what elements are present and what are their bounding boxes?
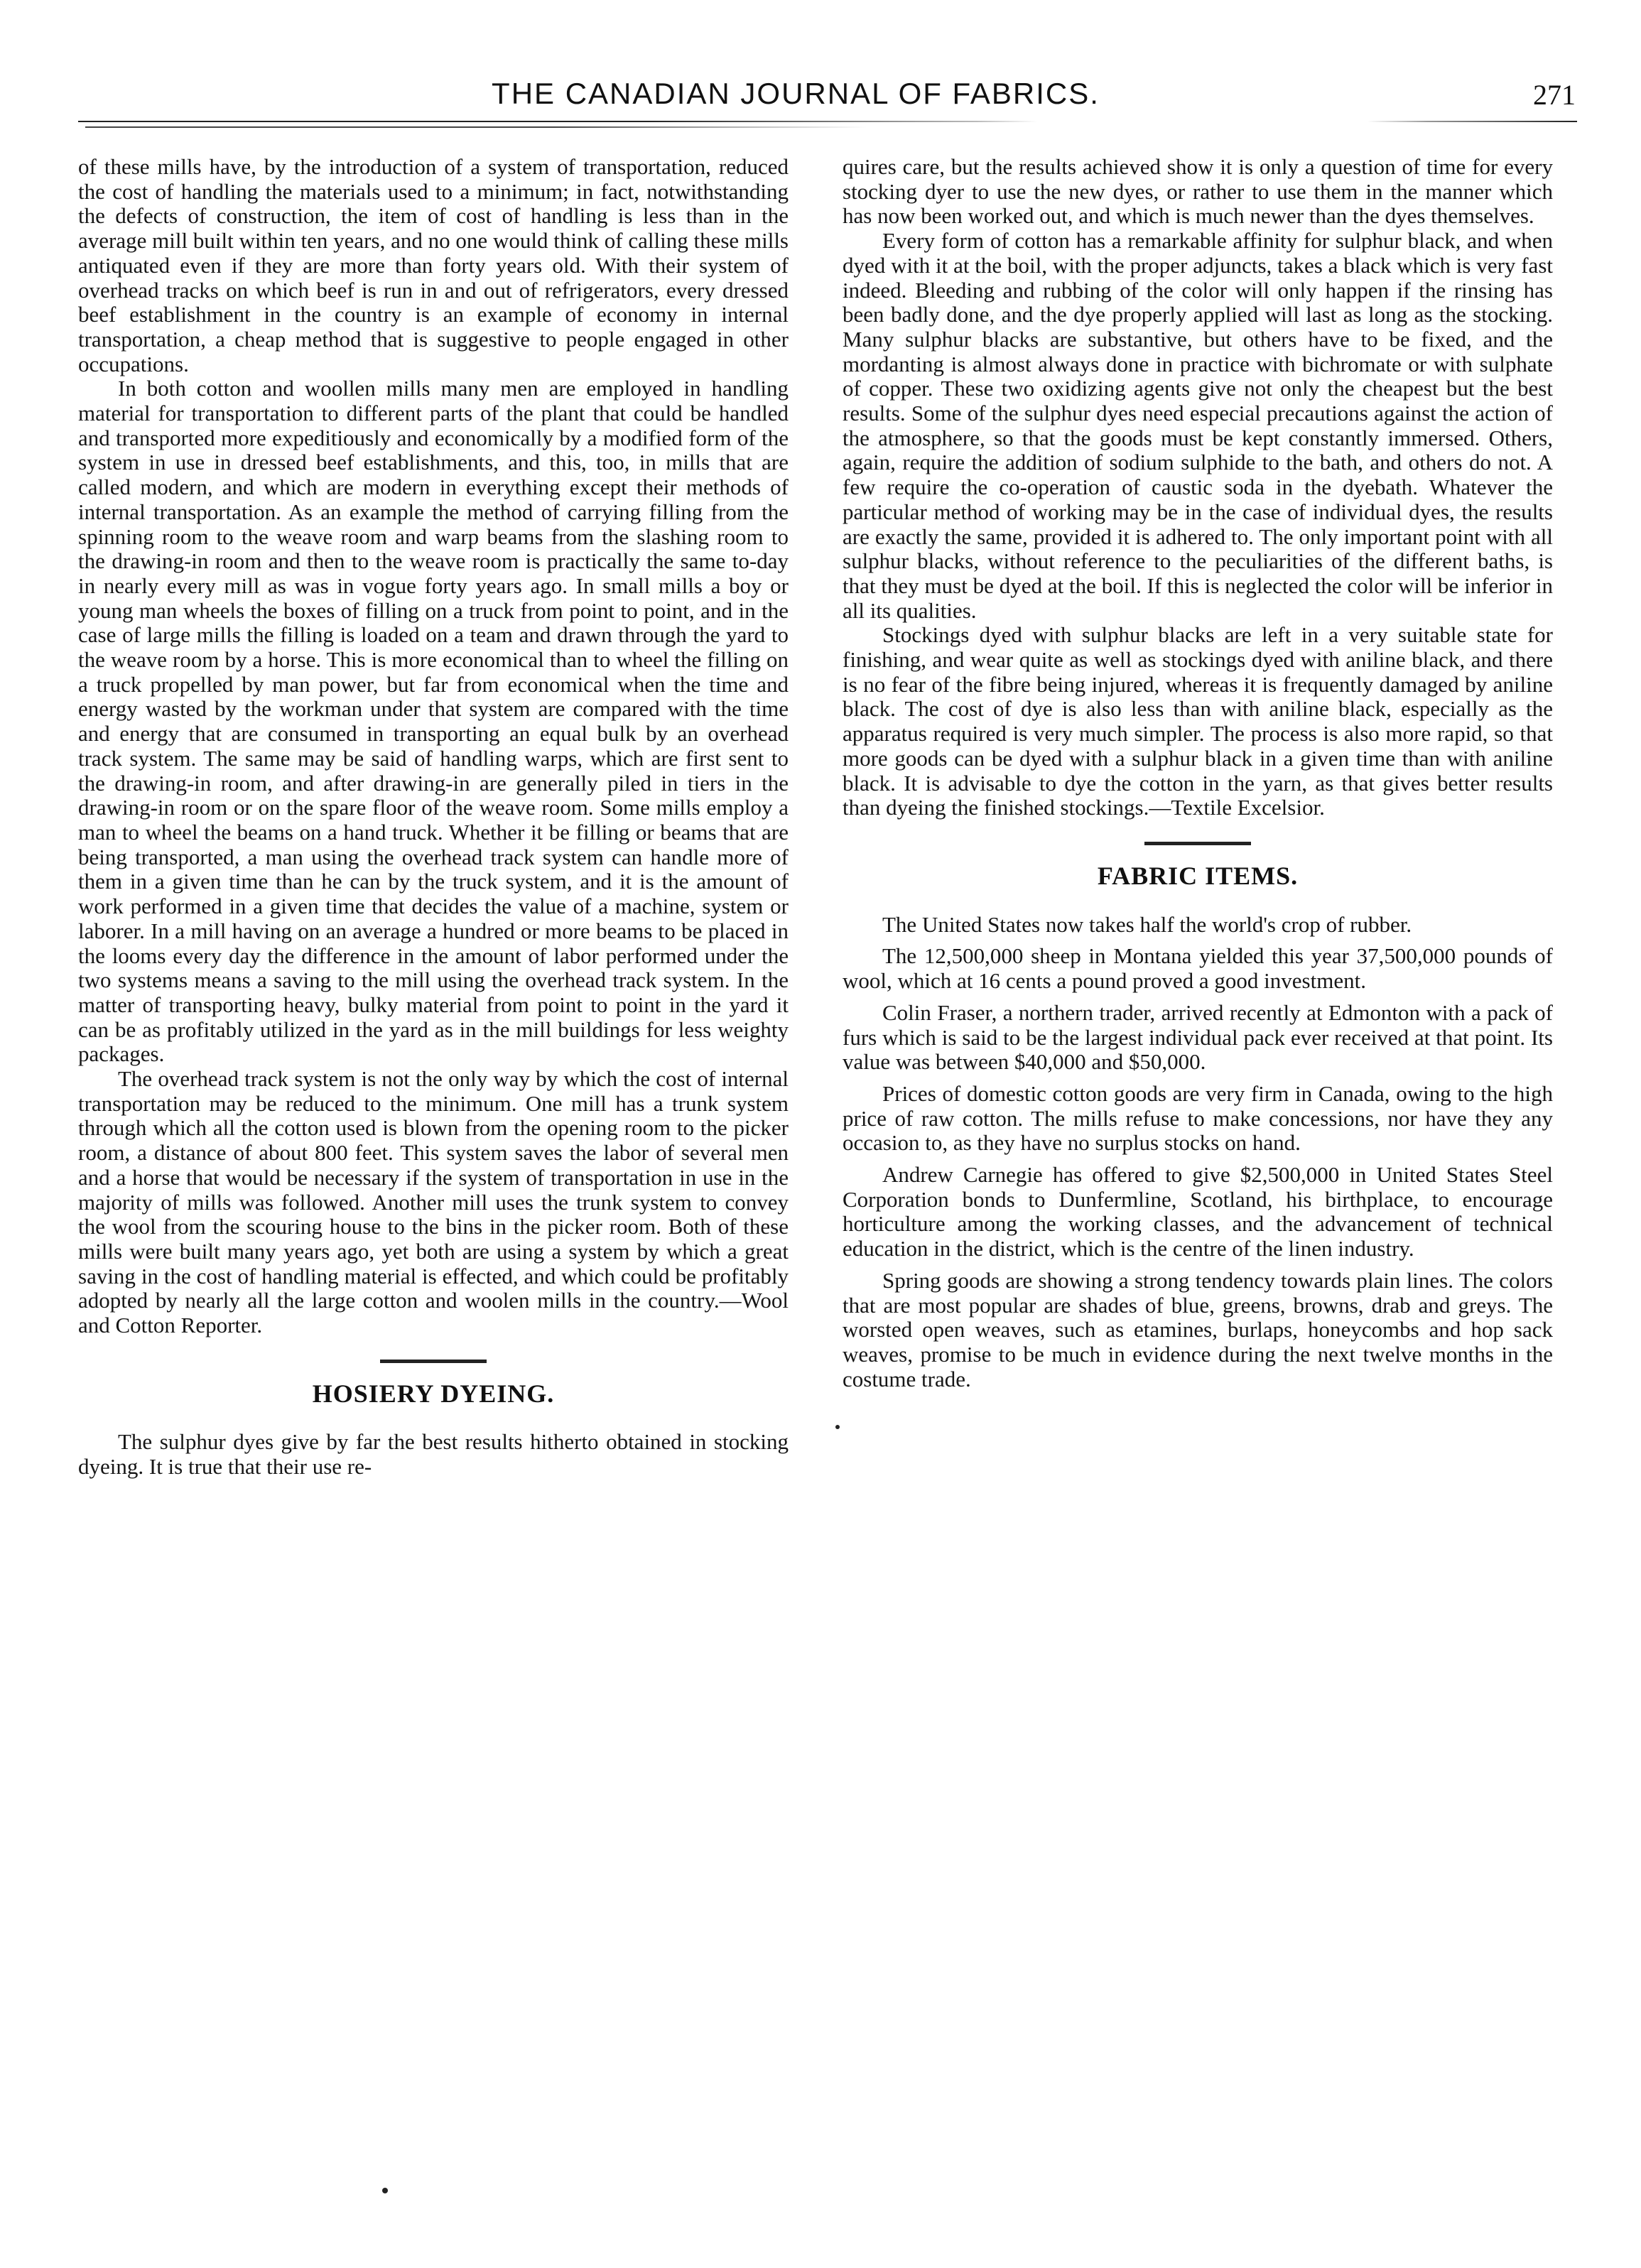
header-rule xyxy=(78,121,1577,122)
page-number: 271 xyxy=(1533,79,1576,111)
header-rule-secondary xyxy=(85,126,867,128)
article-paragraph: In both cotton and woollen mills many men are employed in handling material for transportation to different parts of the plant that could be handled and transported more expeditiously and economically by a modified form of the system in use in dressed beef establishments, and this, too, in mills that are called modern, and which are modern in everything except their methods of internal transportation. As an example the method of carrying filling from the spinning room to the weave room and warp beams from the slashing room to the drawing-in room and then to the weave room is practically the same to-day in nearly every mill as was in vogue forty years ago. In small mills a boy or young man wheels the boxes of filling on a truck from point to point, and in the case of large mills the filling is loaded on a team and drawn through the yard to the weave room by a horse. This is more economical than to wheel the filling on a truck propelled by man power, but far from economical when the time and energy wasted by the workman under that system are compared with the time and energy that are consumed in transporting an equal bulk by an overhead track system. The same may be said of handling warps, which are first sent to the drawing-in room, and after drawing-in are generally piled in tiers in the drawing-in room or on the spare floor of the weave room. Some mills employ a man to wheel the beams on a hand truck. Whether it be filling or beams that are being transported, a man using the overhead track system can handle more of them in a given time than he can by the truck system, and it is the amount of work performed in a given time that decides the value of a machine, system or laborer. In a mill having on an average a hundred or more beams to be placed in the looms every day the difference in the amount of labor performed under the two systems means a saving to the mill using the overhead track system. In the matter of transporting heavy, bulky material from point to point in the yard it can be as profitably utilized in the yard as in the mill buildings for less weighty packages. xyxy=(78,376,789,1067)
article-paragraph: of these mills have, by the introduction of a system of transportation, reduced the cost of handling the materials used to a minimum; in fact, notwithstanding the defects of construction, the item of cost of handling is less than in the average mill built within ten years, and no one would think of calling these mills antiquated even if they are more than forty years old. With their system of overhead tracks on which beef is run in and out of refrigerators, every dressed beef establishment in the country is an example of economy in internal transportation, a cheap method that is suggestive to people engaged in other occupations. xyxy=(78,154,789,376)
article-paragraph: quires care, but the results achieved show it is only a question of time for every stocking dyer to use the new dyes, or rather to use them in the manner which has now been worked out, and which is much newer than the dyes themselves. xyxy=(843,154,1553,229)
article-paragraph: Every form of cotton has a remarkable affinity for sulphur black, and when dyed with it at the boil, with the proper adjuncts, takes a black which is very fast indeed. Bleeding and rubbing of the color will only happen if the rinsing has been badly done, and the dye properly applied will last as long as the stocking. Many sulphur blacks are substantive, but others have to be fixed, and the mordanting is almost always done in practice with bichromate or with sulphate of copper. These two oxidizing agents give not only the cheapest but the best results. Some of the sulphur dyes need especial precautions against the action of the atmosphere, so that the goods must be kept constantly immersed. Others, again, require the addition of sodium sulphide to the bath, and others do not. A few require the co-operation of caustic soda in the dyebath. Whatever the particular method of working may be in the case of individual dyes, the results are exactly the same, provided it is adhered to. The only important point with all sulphur blacks, without reference to the peculiarities of the different baths, is that they must be dyed at the boil. If this is neglected the color will be inferior in all its qualities. xyxy=(843,228,1553,623)
fabric-item: Colin Fraser, a northern trader, arrived recently at Edmonton with a pack of furs which is said to be the largest individual pack ever received at that point. Its value was between $40,000 and $50,000. xyxy=(843,999,1553,1075)
left-column xyxy=(78,155,789,1480)
fabric-item: Prices of domestic cotton goods are very firm in Canada, owing to the high price of raw cotton. The mills refuse to make concessions, nor have they any occasion to, as they have no surplus stocks on hand. xyxy=(843,1080,1553,1156)
section-divider xyxy=(380,1360,487,1363)
fabric-item: The 12,500,000 sheep in Montana yielded this year 37,500,000 pounds of wool, which at 16 cents a pound proved a good investment. xyxy=(843,943,1553,994)
running-title: THE CANADIAN JOURNAL OF FABRICS. xyxy=(492,77,1100,110)
fabric-item: Andrew Carnegie has offered to give $2,500,000 in United States Steel Corporation bonds to Dunfermline, Scotland, his birthplace, to encourage horticulture among the working classes, and the advancement of technical education in the district, which is the centre of the linen industry. xyxy=(843,1162,1553,1261)
print-speck xyxy=(382,2188,388,2193)
fabric-item: Spring goods are showing a strong tendency towards plain lines. The colors that are most popular are shades of blue, greens, browns, drab and greys. The worsted open weaves, such as etamines, burlaps, honeycombs and hop sack weaves, promise to be much in evidence during the next twelve months in the costume trade. xyxy=(843,1267,1553,1391)
right-column xyxy=(843,155,1553,1391)
article-paragraph: Stockings dyed with sulphur blacks are left in a very suitable state for finishing, and wear quite as well as stockings dyed with aniline black, and there is no fear of the fibre being injured, whereas it is frequently damaged by aniline black. The cost of dye is also less than with aniline black, especially as the apparatus required is very much simpler. The process is also more rapid, so that more goods can be dyed with a sulphur black in a given time than with aniline black. It is advisable to dye the cotton in the yarn, as that gives better results than dyeing the finished stockings.—Textile Excelsior. xyxy=(843,622,1553,820)
article-paragraph: The overhead track system is not the only way by which the cost of internal transportation may be reduced to the minimum. One mill has a trunk system through which all the cotton used is blown from the opening room to the picker room, a distance of about 800 feet. This system saves the labor of several men and a horse that would be necessary if the system of transportation in use in the majority of mills was followed. Another mill uses the trunk system to convey the wool from the scouring house to the bins in the picker room. Both of these mills were built many years ago, yet both are using a system by which a great saving in the cost of handling material is effected, and which could be profitably adopted by nearly all the large cotton and woolen mills in the country.—Wool and Cotton Reporter. xyxy=(78,1066,789,1338)
hosiery-dyeing-heading: HOSIERY DYEING. xyxy=(312,1379,555,1408)
section-divider xyxy=(1144,842,1251,845)
print-speck xyxy=(835,1425,840,1429)
article-paragraph: The sulphur dyes give by far the best results hitherto obtained in stocking dyeing. It is true that their use re- xyxy=(78,1429,789,1480)
fabric-item: The United States now takes half the world's crop of rubber. xyxy=(882,911,1412,937)
fabric-items-heading: FABRIC ITEMS. xyxy=(1097,861,1299,890)
